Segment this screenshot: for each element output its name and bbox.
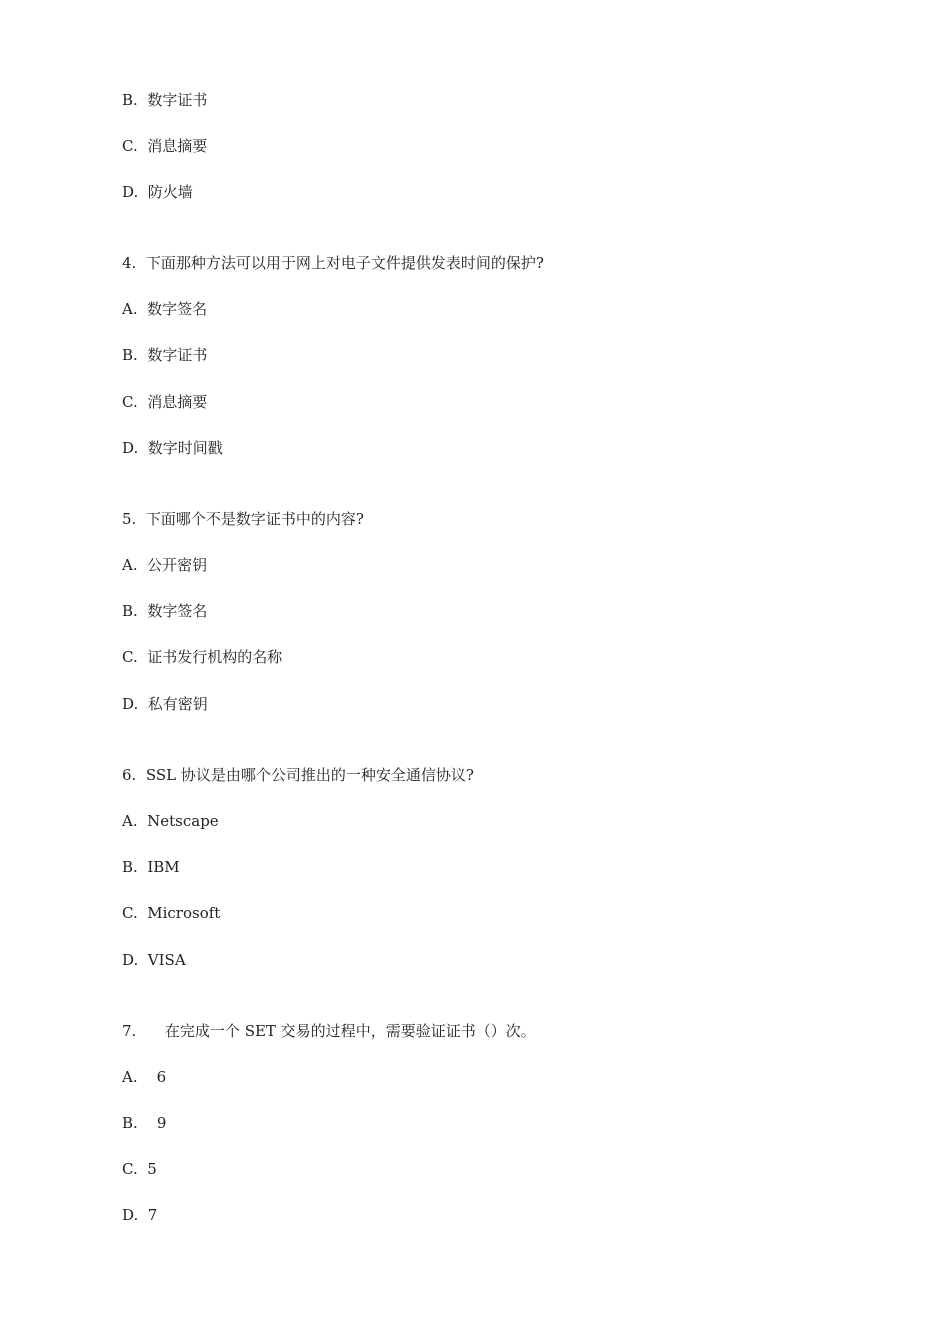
option-line: B. 数字签名 [122,602,208,620]
option-line: A. 6 [122,1068,167,1086]
option-line: D. 7 [122,1206,158,1224]
option-line: C. 5 [122,1160,157,1178]
option-line: A. 公开密钥 [122,556,208,574]
option-line: C. Microsoft [122,904,221,922]
option-line: C. 消息摘要 [122,393,208,411]
option-line: D. 数字时间戳 [122,439,223,457]
question-line: 7. 在完成一个 SET 交易的过程中，需要验证证书（）次。 [122,1022,536,1040]
option-line: B. 9 [122,1114,167,1132]
question-line: 4. 下面那种方法可以用于网上对电子文件提供发表时间的保护? [122,254,544,272]
option-line: A. Netscape [122,812,219,830]
option-line: D. 私有密钥 [122,695,208,713]
option-line: B. IBM [122,858,180,876]
question-line: 6. SSL 协议是由哪个公司推出的一种安全通信协议? [122,766,474,784]
option-line: D. 防火墙 [122,183,193,201]
option-line: C. 消息摘要 [122,137,208,155]
option-line: B. 数字证书 [122,91,208,109]
option-line: C. 证书发行机构的名称 [122,648,283,666]
option-line: D. VISA [122,951,186,969]
option-line: A. 数字签名 [122,300,208,318]
question-line: 5. 下面哪个不是数字证书中的内容? [122,510,364,528]
option-line: B. 数字证书 [122,346,208,364]
